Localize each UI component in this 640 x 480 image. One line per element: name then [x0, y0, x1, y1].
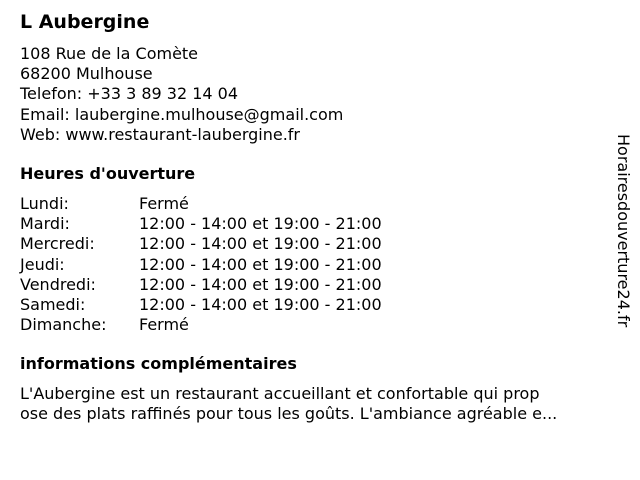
hours-row-dimanche — [20, 315, 382, 335]
day-label: Vendredi: — [20, 274, 96, 294]
day-label: Lundi: — [20, 194, 69, 213]
site-watermark-text: Horairesdouverture24.fr — [614, 134, 633, 328]
contact-block — [20, 44, 343, 145]
day-label: Jeudi: — [20, 254, 65, 274]
hours-row-samedi — [20, 295, 382, 315]
day-label: Samedi: — [20, 295, 86, 315]
day-hours: Fermé — [139, 315, 189, 335]
site-watermark — [610, 134, 636, 374]
day-label: Mercredi: — [20, 234, 95, 254]
day-hours: 12:00 - 14:00 et 19:00 - 21:00 — [139, 274, 382, 294]
hours-row-vendredi — [20, 275, 382, 295]
day-hours: 12:00 - 14:00 et 19:00 - 21:00 — [139, 234, 382, 254]
website: Web: www.restaurant-laubergine.fr — [20, 124, 300, 144]
opening-hours-table — [20, 194, 382, 335]
restaurant-name: L Aubergine — [20, 11, 150, 33]
day-hours: 12:00 - 14:00 et 19:00 - 21:00 — [139, 254, 382, 274]
additional-info-heading: informations complémentaires — [20, 354, 297, 373]
opening-hours-heading: Heures d'ouverture — [20, 164, 196, 183]
restaurant-description — [20, 384, 610, 424]
day-hours: Fermé — [139, 194, 189, 213]
hours-row-jeudi — [20, 255, 382, 275]
hours-row-mercredi — [20, 234, 382, 254]
day-label: Mardi: — [20, 214, 70, 234]
description-line: ose des plats raffinés pour tous les goûts. L'ambiance agréable e... — [20, 404, 558, 424]
description-line: L'Aubergine est un restaurant accueillant et confortable qui prop — [20, 384, 540, 403]
phone-number: Telefon: +33 3 89 32 14 04 — [20, 84, 239, 104]
day-hours: 12:00 - 14:00 et 19:00 - 21:00 — [139, 295, 382, 315]
hours-row-mardi — [20, 214, 382, 234]
address-street: 108 Rue de la Comète — [20, 44, 199, 63]
email-address: Email: laubergine.mulhouse@gmail.com — [20, 104, 344, 124]
day-hours: 12:00 - 14:00 et 19:00 - 21:00 — [139, 214, 382, 234]
day-label: Dimanche: — [20, 315, 107, 335]
address-city: 68200 Mulhouse — [20, 64, 153, 84]
hours-row-lundi — [20, 194, 382, 214]
